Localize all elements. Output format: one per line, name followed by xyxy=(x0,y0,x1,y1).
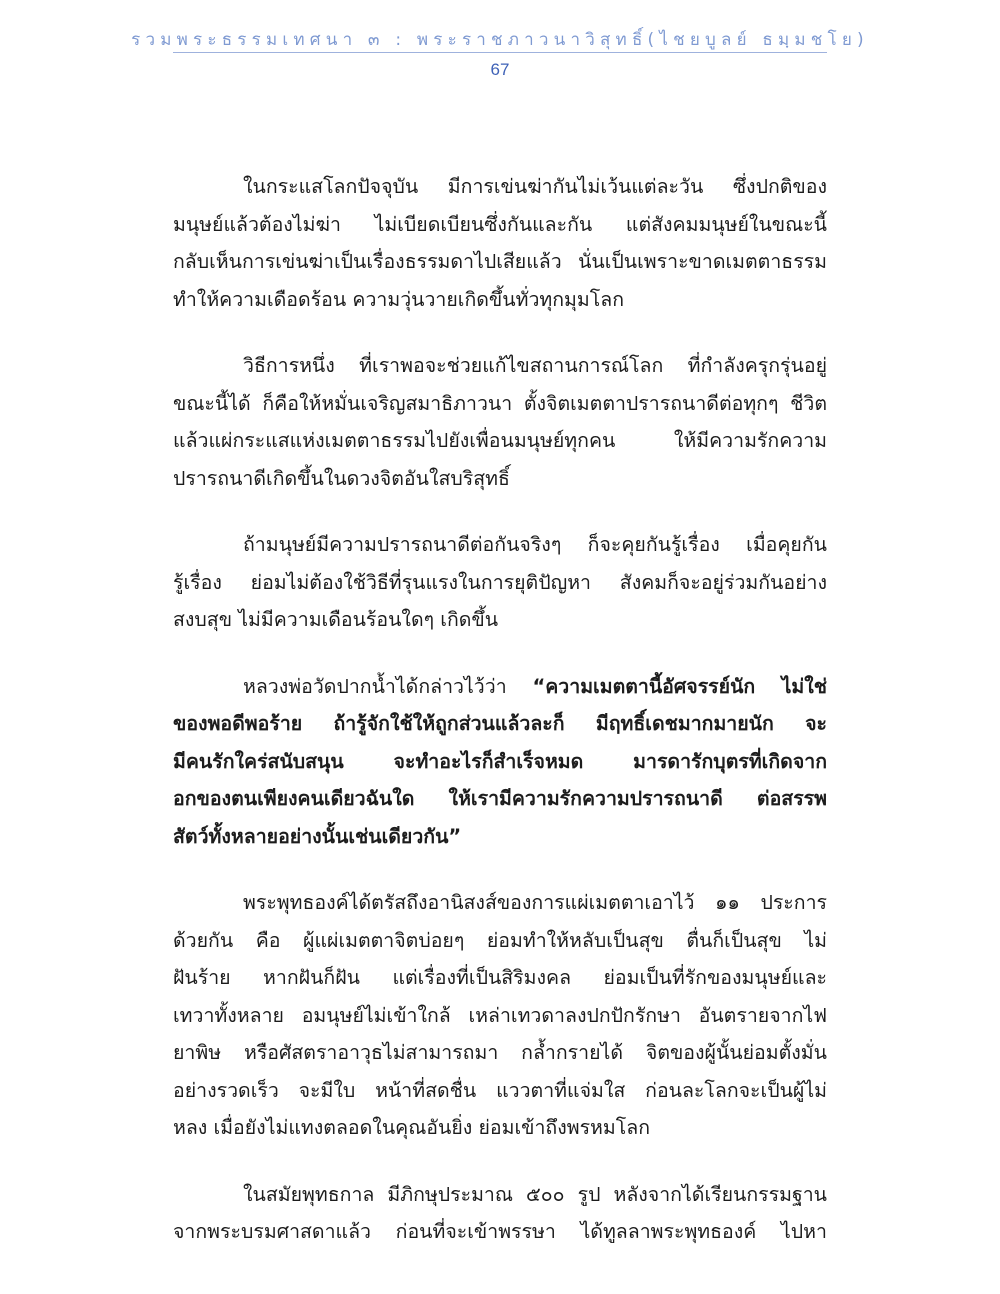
text-line: ด้วยกัน คือ ผู้แผ่เมตตาจิตบ่อยๆ ย่อมทำให้หลับเป็นสุข ตื่นก็เป็นสุข ไม่ xyxy=(173,928,827,952)
body-text xyxy=(173,168,827,1280)
header-rule xyxy=(173,52,827,53)
text-line: ในกระแสโลกปัจจุบัน มีการเข่นฆ่ากันไม่เว้นแต่ละวัน ซึ่งปกติของ xyxy=(243,175,827,198)
text-line: เทวาทั้งหลาย อมนุษย์ไม่เข้าใกล้ เหล่าเทวดาลงปกปักรักษา อันตรายจากไฟ xyxy=(173,1003,827,1027)
text-line: หลง เมื่อยังไม่แทงตลอดในคุณอันยิ่ง ย่อมเข้าถึงพรหมโลก xyxy=(173,1116,650,1139)
text-line: ปรารถนาดีเกิดขึ้นในดวงจิตอันใสบริสุทธิ์ xyxy=(173,466,510,490)
quote-line: ของพอดีพอร้าย ถ้ารู้จักใช้ให้ถูกส่วนแล้วละก็ มีฤทธิ์เดชมากมายนัก จะ xyxy=(173,712,827,735)
text-line: ขณะนี้ได้ ก็คือให้หมั่นเจริญสมาธิภาวนา ตั้งจิตเมตตาปรารถนาดีต่อทุกๆ ชีวิต xyxy=(173,391,827,415)
paragraph-4-quote xyxy=(173,668,827,856)
quote-line: มีคนรักใคร่สนับสนุน จะทำอะไรก็สำเร็จหมด มารดารักบุตรที่เกิดจาก xyxy=(173,749,827,773)
text-line: สงบสุข ไม่มีความเดือนร้อนใดๆ เกิดขึ้น xyxy=(173,608,499,631)
quote-line: อกของตนเพียงคนเดียวฉันใด ให้เรามีความรักความปรารถนาดี ต่อสรรพ xyxy=(173,787,827,810)
text-line: ยาพิษ หรือศัสตราอาวุธไม่สามารถมา กล้ำกรายได้ จิตของผู้นั้นย่อมตั้งมั่น xyxy=(173,1041,827,1064)
text-line: วิธีการหนึ่ง ที่เราพอจะช่วยแก้ไขสถานการณ์โลก ที่กำลังครุกรุ่นอยู่ xyxy=(243,354,827,377)
paragraph-5 xyxy=(173,884,827,1147)
text-line: ในสมัยพุทธกาล มีภิกษุประมาณ ๕๐๐ รูป หลังจากได้เรียนกรรมฐาน xyxy=(243,1182,827,1206)
quote-text: “ความเมตตานี้อัศจรรย์นัก ไม่ใช่ xyxy=(532,674,827,698)
text-line: ทำให้ความเดือดร้อน ความวุ่นวายเกิดขึ้นทั่วทุกมุมโลก xyxy=(173,287,624,311)
text-line: จากพระบรมศาสดาแล้ว ก่อนที่จะเข้าพรรษา ได้ทูลลาพระพุทธองค์ ไปหา xyxy=(173,1220,827,1243)
page-number: 67 xyxy=(490,60,510,79)
paragraph-6 xyxy=(173,1176,827,1251)
text-line: มนุษย์แล้วต้องไม่ฆ่า ไม่เบียดเบียนซึ่งกันและกัน แต่สังคมมนุษย์ในขณะนี้ xyxy=(173,212,827,236)
paragraph-3 xyxy=(173,526,827,639)
running-header: รวมพระธรรมเทศนา ๓ : พระราชภาวนาวิสุทธิ์(ไชยบูลย์ ธมฺมชโย) xyxy=(131,30,869,50)
quote-lead-text: หลวงพ่อวัดปากน้ำได้กล่าวไว้ว่า xyxy=(243,674,533,698)
paragraph-2 xyxy=(173,347,827,497)
text-line: ถ้ามนุษย์มีความปรารถนาดีต่อกันจริงๆ ก็จะคุยกันรู้เรื่อง เมื่อคุยกัน xyxy=(243,533,827,556)
quote-line: สัตว์ทั้งหลายอย่างนั้นเช่นเดียวกัน” xyxy=(173,824,462,848)
text-line: พระพุทธองค์ได้ตรัสถึงอานิสงส์ของการแผ่เมตตาเอาไว้ ๑๑ ประการ xyxy=(243,891,827,914)
text-line: รู้เรื่อง ย่อมไม่ต้องใช้วิธีที่รุนแรงในการยุติปัญหา สังคมก็จะอยู่ร่วมกันอย่าง xyxy=(173,570,827,594)
text-line: แล้วแผ่กระแสแห่งเมตตาธรรมไปยังเพื่อนมนุษย์ทุกคน ให้มีความรักความ xyxy=(173,429,827,452)
text-line: อย่างรวดเร็ว จะมีใบ หน้าที่สดชื่น แววตาที่แจ่มใส ก่อนละโลกจะเป็นผู้ไม่ xyxy=(173,1078,827,1102)
paragraph-1 xyxy=(173,168,827,318)
text-line: กลับเห็นการเข่นฆ่าเป็นเรื่องธรรมดาไปเสียแล้ว นั่นเป็นเพราะขาดเมตตาธรรม xyxy=(173,250,827,273)
text-line: ฝันร้าย หากฝันก็ฝัน แต่เรื่องที่เป็นสิริมงคล ย่อมเป็นที่รักของมนุษย์และ xyxy=(173,966,827,989)
text-line xyxy=(173,668,827,706)
